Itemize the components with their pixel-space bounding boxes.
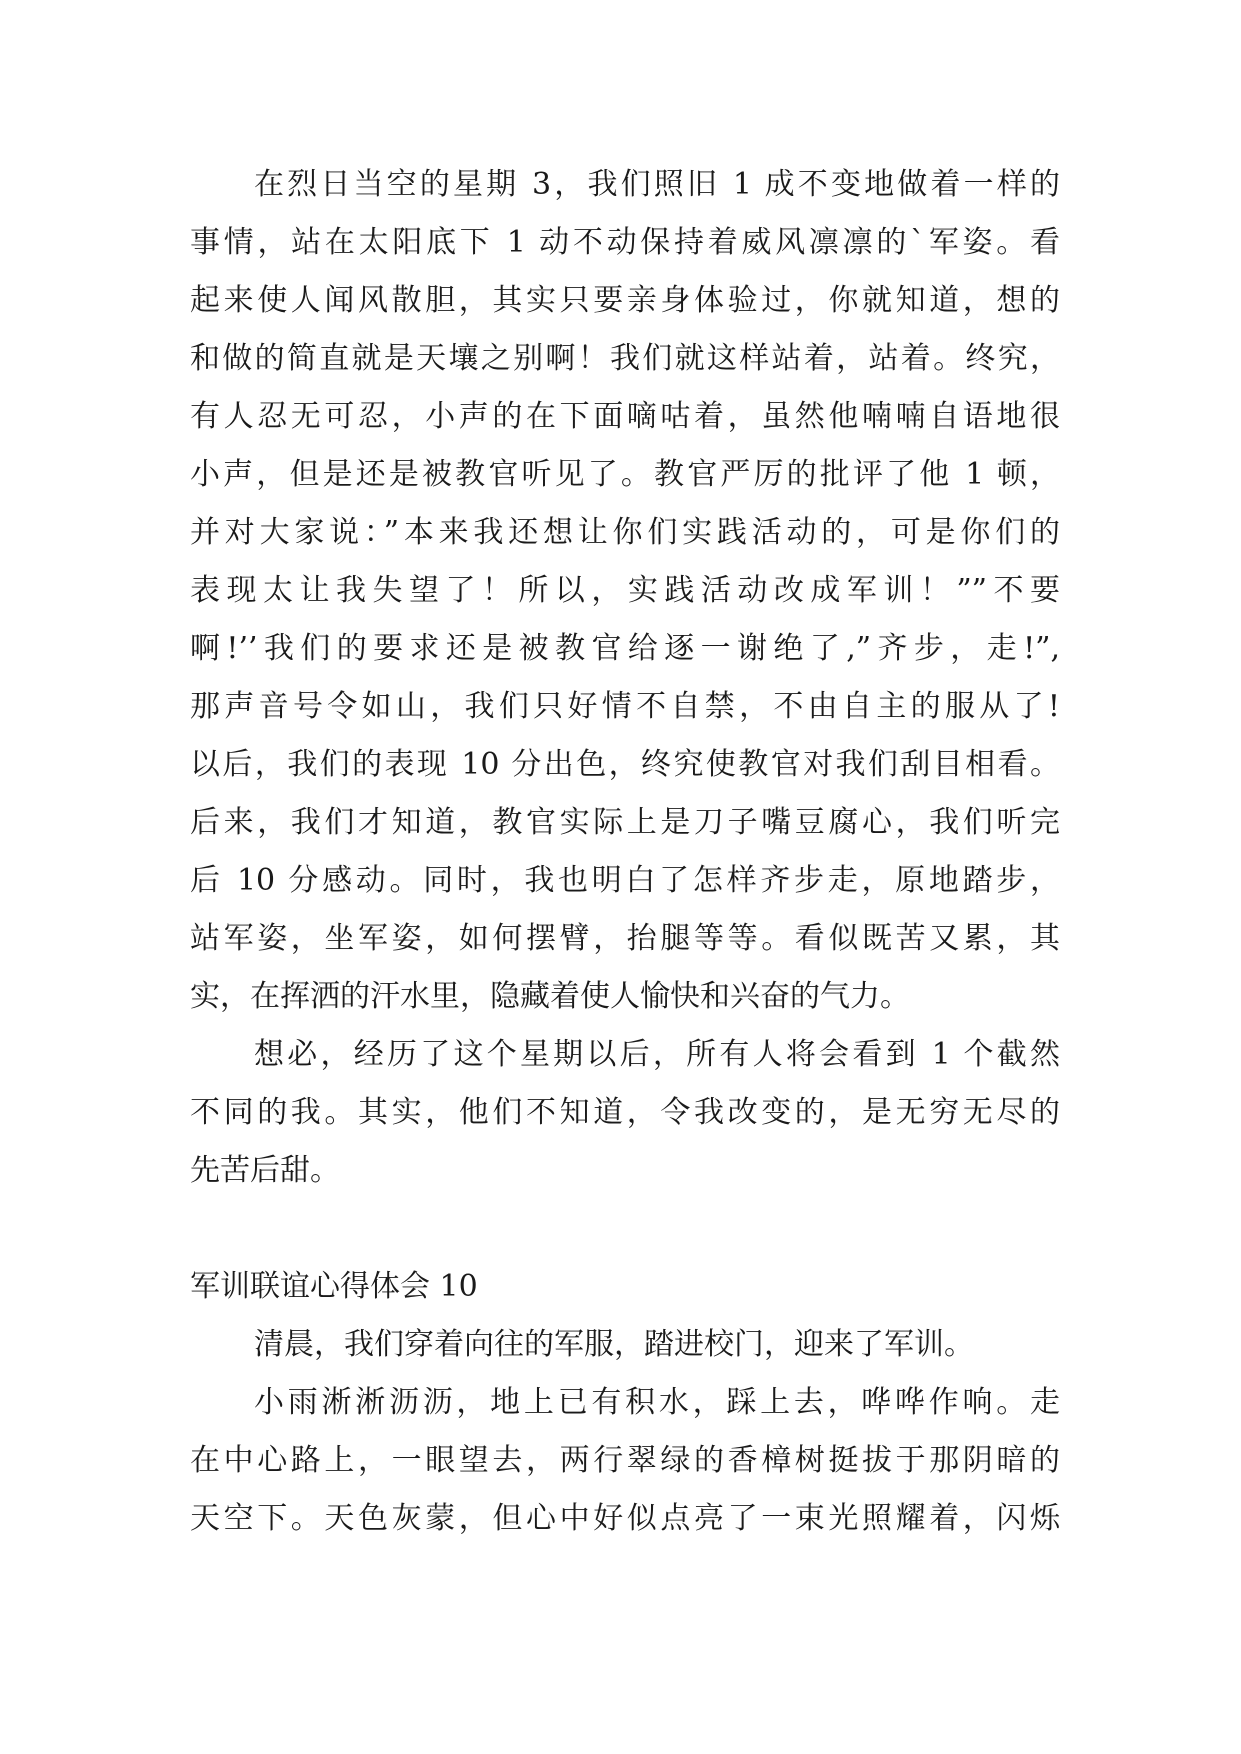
paragraph-2-line-3: 先苦后甜。	[190, 1153, 340, 1188]
section-title: 军训联谊心得体会 10	[190, 1269, 478, 1304]
paragraph-2-line-1: 想必，经历了这个星期以后，所有人将会看到 1 个截然	[254, 1037, 1060, 1072]
paragraph-1-line-9: 啊!’’我们的要求还是被教官给逐一谢绝了,”齐步，走!”,	[190, 631, 1060, 666]
paragraph-1-line-3: 起来使人闻风散胆，其实只要亲身体验过，你就知道，想的	[190, 283, 1060, 318]
paragraph-4-line-2: 在中心路上，一眼望去，两行翠绿的香樟树挺拔于那阴暗的	[190, 1443, 1060, 1478]
paragraph-1-line-7: 并对大家说：”本来我还想让你们实践活动的，可是你们的	[190, 515, 1060, 550]
paragraph-1-line-13: 后 10 分感动。同时，我也明白了怎样齐步走，原地踏步，	[190, 863, 1060, 898]
paragraph-1-line-14: 站军姿，坐军姿，如何摆臂，抬腿等等。看似既苦又累，其	[190, 921, 1060, 956]
paragraph-1-line-5: 有人忍无可忍，小声的在下面嘀咕着，虽然他喃喃自语地很	[190, 399, 1060, 434]
paragraph-2-line-2: 不同的我。其实，他们不知道，令我改变的，是无穷无尽的	[190, 1095, 1060, 1130]
paragraph-3-line-1: 清晨，我们穿着向往的军服，踏进校门，迎来了军训。	[254, 1327, 974, 1362]
paragraph-1-line-1: 在烈日当空的星期 3，我们照旧 1 成不变地做着一样的	[254, 167, 1060, 202]
paragraph-1-line-2: 事情，站在太阳底下 1 动不动保持着威风凛凛的`军姿。看	[190, 225, 1060, 260]
document-body	[190, 156, 1060, 1548]
paragraph-1-line-10: 那声音号令如山，我们只好情不自禁，不由自主的服从了!	[190, 689, 1060, 724]
paragraph-1-line-11: 以后，我们的表现 10 分出色，终究使教官对我们刮目相看。	[190, 747, 1060, 782]
paragraph-4-line-3: 天空下。天色灰蒙，但心中好似点亮了一束光照耀着，闪烁	[190, 1501, 1060, 1536]
paragraph-4-line-1: 小雨淅淅沥沥，地上已有积水，踩上去，哗哗作响。走	[254, 1385, 1060, 1420]
paragraph-1-line-8: 表现太让我失望了！所以，实践活动改成军训！””不要	[190, 573, 1060, 608]
section-spacer	[190, 1200, 1060, 1258]
paragraph-1-line-6: 小声，但是还是被教官听见了。教官严厉的批评了他 1 顿，	[190, 457, 1060, 492]
paragraph-1-line-12: 后来，我们才知道，教官实际上是刀子嘴豆腐心，我们听完	[190, 805, 1060, 840]
paragraph-1-line-4: 和做的简直就是天壤之别啊！我们就这样站着，站着。终究，	[190, 341, 1060, 376]
paragraph-1-line-15: 实，在挥洒的汗水里，隐藏着使人愉快和兴奋的气力。	[190, 979, 910, 1014]
